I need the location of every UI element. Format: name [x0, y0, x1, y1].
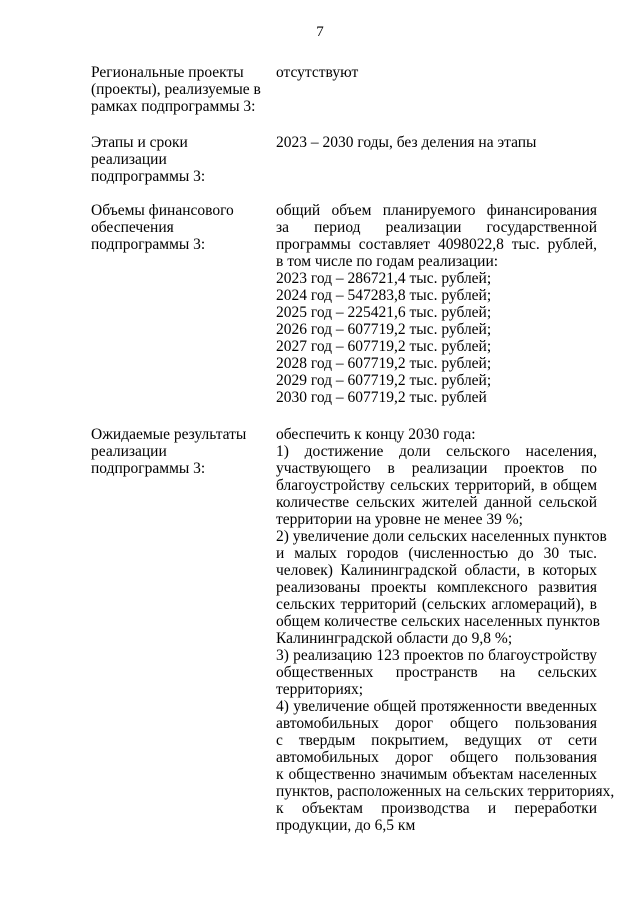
- result-item-3: [276, 647, 597, 698]
- content-line: автомобильных дорог общего пользования: [276, 715, 597, 732]
- content-line: за период реализации государственной: [276, 219, 597, 236]
- content-line: количестве сельских жителей данной сельской: [276, 494, 597, 511]
- result-item-4: [276, 698, 615, 834]
- content-line: к общественно значимым объектам населенных: [276, 766, 597, 783]
- content-line: участвующего в реализации проектов по: [276, 460, 597, 477]
- content-line: благоустройству сельских территорий, в общем: [276, 477, 597, 494]
- label-line: (проекты), реализуемые в: [91, 81, 261, 98]
- label-line: Ожидаемые результаты: [91, 426, 247, 443]
- financing-year-line: 2025 год – 225421,6 тыс. рублей;: [276, 304, 492, 321]
- financing-year-line: 2030 год – 607719,2 тыс. рублей: [276, 389, 487, 406]
- content-line: 2) увеличение доли сельских населенных пунктов: [276, 528, 607, 545]
- label-line: реализации: [91, 443, 167, 460]
- content-line: 3) реализацию 123 проектов по благоустройству: [276, 647, 597, 664]
- content-line: реализованы проекты комплексного развития: [276, 579, 597, 596]
- content-line: общем количестве сельских населенных пунктов: [276, 613, 600, 630]
- content-line: 1) достижение доли сельского населения,: [276, 443, 597, 460]
- content-line: человек) Калининградской области, в которых: [276, 562, 597, 579]
- label-line: Объемы финансового: [91, 202, 234, 219]
- content-line: в том числе по годам реализации:: [276, 253, 499, 270]
- content-line: программы составляет 4098022,8 тыс. рублей,: [276, 236, 597, 253]
- label-line: подпрограммы 3:: [91, 460, 206, 477]
- content-line: автомобильных дорог общего пользования: [276, 749, 597, 766]
- content-line: 2023 – 2030 годы, без деления на этапы: [276, 134, 537, 151]
- content-line: сельских территорий (сельских агломераций), в: [276, 596, 597, 613]
- label-line: Этапы и сроки: [91, 134, 188, 151]
- label-line: реализации: [91, 151, 167, 168]
- results-intro: обеспечить к концу 2030 года:: [276, 426, 476, 443]
- label-line: подпрограммы 3:: [91, 168, 206, 185]
- label-line: обеспечения: [91, 219, 174, 236]
- financing-year-line: 2023 год – 286721,4 тыс. рублей;: [276, 270, 492, 287]
- section-content: [276, 426, 615, 834]
- content-line: и малых городов (численностью до 30 тыс.: [276, 545, 597, 562]
- page-number: 7: [316, 24, 324, 40]
- financing-year-line: 2028 год – 607719,2 тыс. рублей;: [276, 355, 492, 372]
- content-line: территории на уровне не менее 39 %;: [276, 511, 523, 528]
- section-content: [276, 64, 597, 81]
- financing-year-line: 2024 год – 547283,8 тыс. рублей;: [276, 287, 492, 304]
- content-line: с твердым покрытием, ведущих от сети: [276, 732, 597, 749]
- content-line: продукции, до 6,5 км: [276, 817, 416, 834]
- content-line: к объектам производства и переработки: [276, 800, 597, 817]
- content-line: территориях;: [276, 681, 363, 698]
- content-line: отсутствуют: [276, 64, 359, 81]
- financing-year-line: 2026 год – 607719,2 тыс. рублей;: [276, 321, 492, 338]
- section-label: [91, 202, 261, 253]
- section-content: [276, 202, 597, 406]
- result-item-1: [276, 443, 597, 528]
- financing-year-line: 2027 год – 607719,2 тыс. рублей;: [276, 338, 492, 355]
- label-line: подпрограммы 3:: [91, 236, 206, 253]
- label-line: Региональные проекты: [91, 64, 244, 81]
- content-line: пунктов, расположенных на сельских территориях,: [276, 783, 615, 800]
- financing-year-line: 2029 год – 607719,2 тыс. рублей;: [276, 372, 492, 389]
- section-content: [276, 134, 597, 151]
- section-label: [91, 64, 261, 115]
- content-line: Калининградской области до 9,8 %;: [276, 630, 513, 647]
- section-label: [91, 134, 261, 185]
- label-line: рамках подпрограммы 3:: [91, 98, 256, 115]
- content-line: общий объем планируемого финансирования: [276, 202, 597, 219]
- section-label: [91, 426, 261, 477]
- content-line: 4) увеличение общей протяженности введенных: [276, 698, 597, 715]
- result-item-2: [276, 528, 607, 647]
- content-line: общественных пространств на сельских: [276, 664, 597, 681]
